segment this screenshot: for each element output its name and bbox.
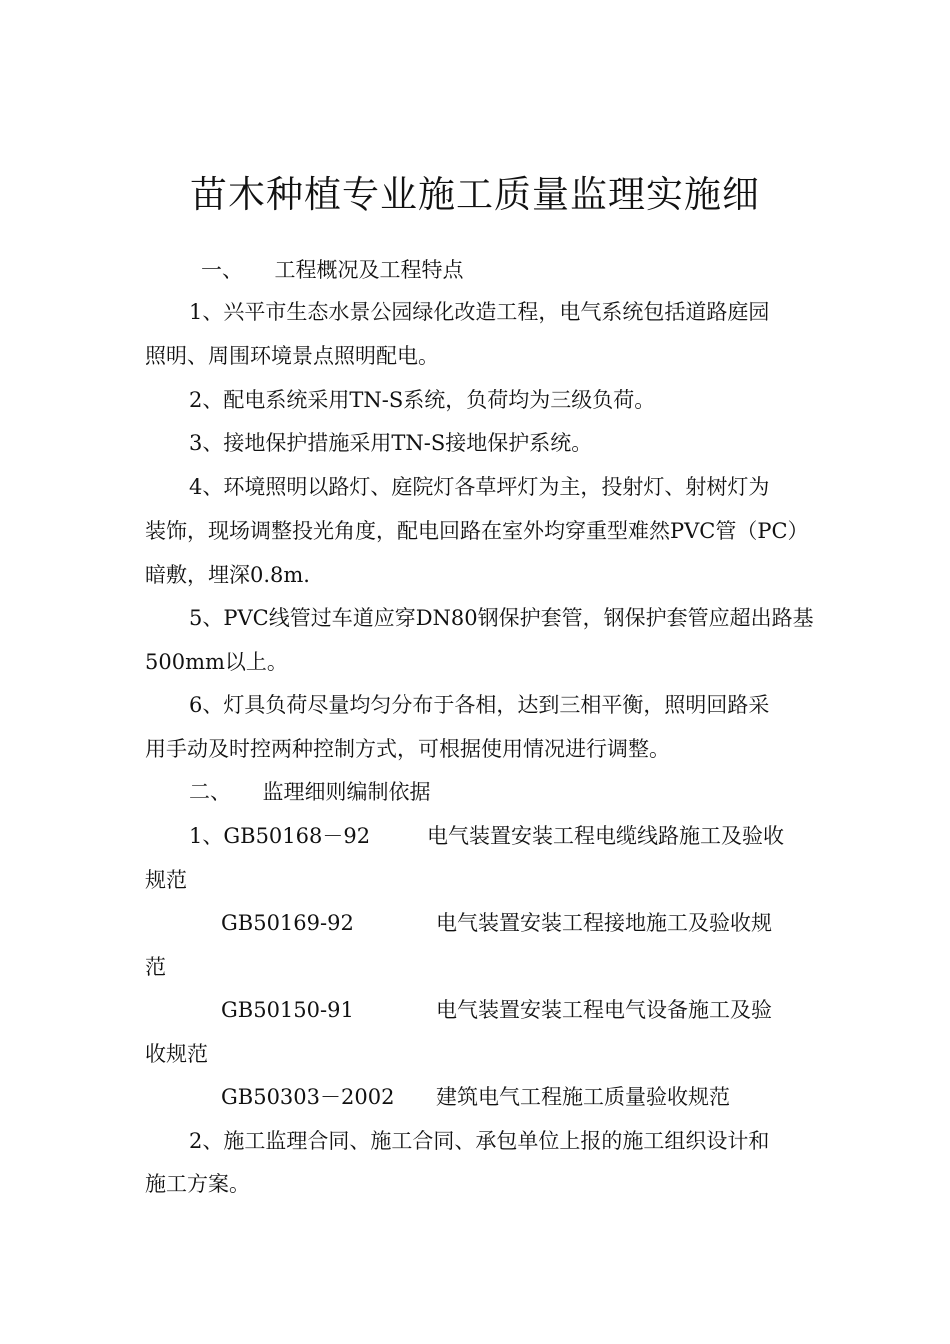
standard-3-wrap: 收规范 [145, 1042, 208, 1066]
standard-1-wrap: 规范 [145, 868, 187, 892]
standard-2-code: GB50169-92 [221, 911, 354, 935]
section1-heading: 一、 工程概况及工程特点 [201, 258, 464, 282]
standard-2-name: 电气装置安装工程接地施工及验收规 [436, 911, 772, 935]
paragraph-3-line1: 3、接地保护措施采用TN-S接地保护系统。 [189, 431, 593, 455]
paragraph-1-line1: 1、兴平市生态水景公园绿化改造工程，电气系统包括道路庭园 [189, 300, 770, 324]
document-title: 苗木种植专业施工质量监理实施细 [190, 173, 760, 216]
paragraph-4-line2: 装饰，现场调整投光角度，配电回路在室外均穿重型难然PVC管（PC） [145, 519, 809, 543]
standard-1-code: 1、GB50168－92 [189, 824, 371, 848]
standard-3-name: 电气装置安装工程电气设备施工及验 [436, 998, 772, 1022]
standard-4-code: GB50303－2002 [221, 1085, 395, 1109]
standard-3-code: GB50150-91 [221, 998, 354, 1022]
paragraph-2-line1: 2、配电系统采用TN-S系统，负荷均为三级负荷。 [189, 388, 656, 412]
section2-heading: 二、 监理细则编制依据 [189, 780, 431, 804]
section2-item2-line2: 施工方案。 [145, 1172, 250, 1196]
paragraph-1-line2: 照明、周围环境景点照明配电。 [145, 344, 439, 368]
paragraph-4-line1: 4、环境照明以路灯、庭院灯各草坪灯为主，投射灯、射树灯为 [189, 475, 770, 499]
section2-item2-line1: 2、施工监理合同、施工合同、承包单位上报的施工组织设计和 [189, 1129, 770, 1153]
paragraph-6-line2: 用手动及时控两种控制方式，可根据使用情况进行调整。 [145, 737, 670, 761]
standard-4-name: 建筑电气工程施工质量验收规范 [436, 1085, 730, 1109]
standard-1-name: 电气装置安装工程电缆线路施工及验收 [427, 824, 784, 848]
paragraph-4-line3: 暗敷，埋深0.8m. [145, 563, 310, 587]
paragraph-5-line1: 5、PVC线管过车道应穿DN80钢保护套管，钢保护套管应超出路基 [189, 606, 814, 630]
standard-2-wrap: 范 [145, 955, 166, 979]
paragraph-5-line2: 500mm以上。 [145, 650, 288, 674]
paragraph-6-line1: 6、灯具负荷尽量均匀分布于各相，达到三相平衡，照明回路采 [189, 693, 770, 717]
